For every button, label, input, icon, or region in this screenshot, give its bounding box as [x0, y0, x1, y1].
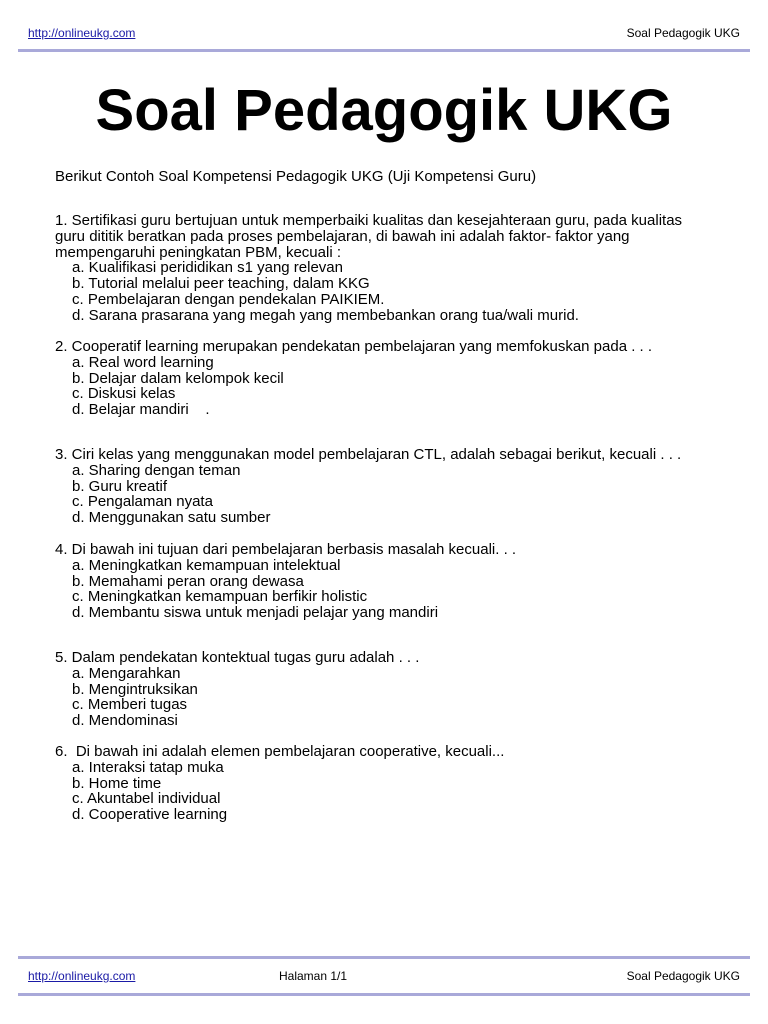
- answer-option: b. Mengintruksikan: [72, 680, 198, 698]
- answer-option: d. Belajar mandiri .: [72, 401, 210, 419]
- footer-url-link[interactable]: http://onlineukg.com: [28, 969, 136, 983]
- footer-title: Soal Pedagogik UKG: [626, 969, 740, 983]
- question-4: [55, 542, 720, 621]
- page-title: Soal Pedagogik UKG: [95, 78, 673, 143]
- question-stem: 2. Cooperatif learning merupakan pendekatan pembelajaran yang memfokuskan pada . . .: [55, 338, 653, 355]
- answer-option: a. Sharing dengan teman: [72, 461, 241, 479]
- question-stem: 5. Dalam pendekatan kontektual tugas guru adalah . . .: [55, 649, 420, 666]
- answer-options: [55, 463, 720, 526]
- answer-option: a. Meningkatkan kemampuan intelektual: [72, 556, 341, 574]
- answer-option: a. Mengarahkan: [72, 664, 181, 682]
- answer-option: c. Meningkatkan kemampuan berfikir holistic: [72, 588, 368, 606]
- question-stem: 4. Di bawah ini tujuan dari pembelajaran berbasis masalah kecuali. . .: [55, 541, 517, 558]
- question-2: [55, 339, 720, 418]
- header-divider: [18, 49, 750, 52]
- answer-option: b. Guru kreatif: [72, 477, 168, 495]
- intro-text: Berikut Contoh Soal Kompetensi Pedagogik UKG (Uji Kompetensi Guru): [55, 168, 537, 185]
- answer-options: [55, 355, 720, 418]
- answer-option: d. Cooperative learning: [72, 806, 228, 824]
- page-footer: [28, 968, 740, 984]
- question-stem: 6. Di bawah ini adalah elemen pembelajaran cooperative, kecuali...: [55, 743, 505, 760]
- question-6: [55, 744, 720, 823]
- answer-option: d. Sarana prasarana yang megah yang membebankan orang tua/wali murid.: [72, 306, 579, 324]
- page-header: [28, 25, 740, 41]
- answer-option: b. Home time: [72, 774, 162, 792]
- answer-options: [55, 558, 720, 621]
- question-stem: 3. Ciri kelas yang menggunakan model pembelajaran CTL, adalah sebagai berikut, kecuali . . .: [55, 446, 682, 463]
- question-3: [55, 447, 720, 526]
- answer-option: d. Mendominasi: [72, 712, 178, 730]
- answer-options: [55, 260, 720, 323]
- question-5: [55, 650, 720, 729]
- answer-option: b. Tutorial melalui peer teaching, dalam KKG: [72, 275, 370, 293]
- header-url-link[interactable]: http://onlineukg.com: [28, 26, 136, 40]
- answer-option: c. Diskusi kelas: [72, 385, 176, 403]
- answer-option: c. Akuntabel individual: [72, 790, 221, 808]
- question-1: [55, 213, 720, 324]
- answer-option: c. Pembelajaran dengan pendekalan PAIKIEM.: [72, 290, 385, 308]
- answer-option: d. Menggunakan satu sumber: [72, 509, 271, 527]
- page-number: Halaman 1/1: [279, 969, 348, 983]
- footer-divider-bottom: [18, 993, 750, 996]
- footer-divider-top: [18, 956, 750, 959]
- question-stem: 1. Sertifikasi guru bertujuan untuk memperbaiki kualitas dan kesejahteraan guru, pada kualitas guru dititik beratkan pada proses pembelajaran, di bawah ini adalah faktor- faktor yang mempengaruhi peningkatan PBM, kecuali :: [55, 212, 683, 261]
- answer-option: c. Memberi tugas: [72, 696, 188, 714]
- answer-option: b. Delajar dalam kelompok kecil: [72, 369, 284, 387]
- answer-option: d. Membantu siswa untuk menjadi pelajar yang mandiri: [72, 604, 439, 622]
- answer-options: [55, 760, 720, 823]
- answer-options: [55, 666, 720, 729]
- answer-option: a. Real word learning: [72, 353, 214, 371]
- answer-option: a. Interaksi tatap muka: [72, 758, 224, 776]
- answer-option: b. Memahami peran orang dewasa: [72, 572, 304, 590]
- answer-option: a. Kualifikasi perididikan s1 yang relevan: [72, 259, 343, 277]
- answer-option: c. Pengalaman nyata: [72, 493, 213, 511]
- header-title: Soal Pedagogik UKG: [626, 26, 740, 40]
